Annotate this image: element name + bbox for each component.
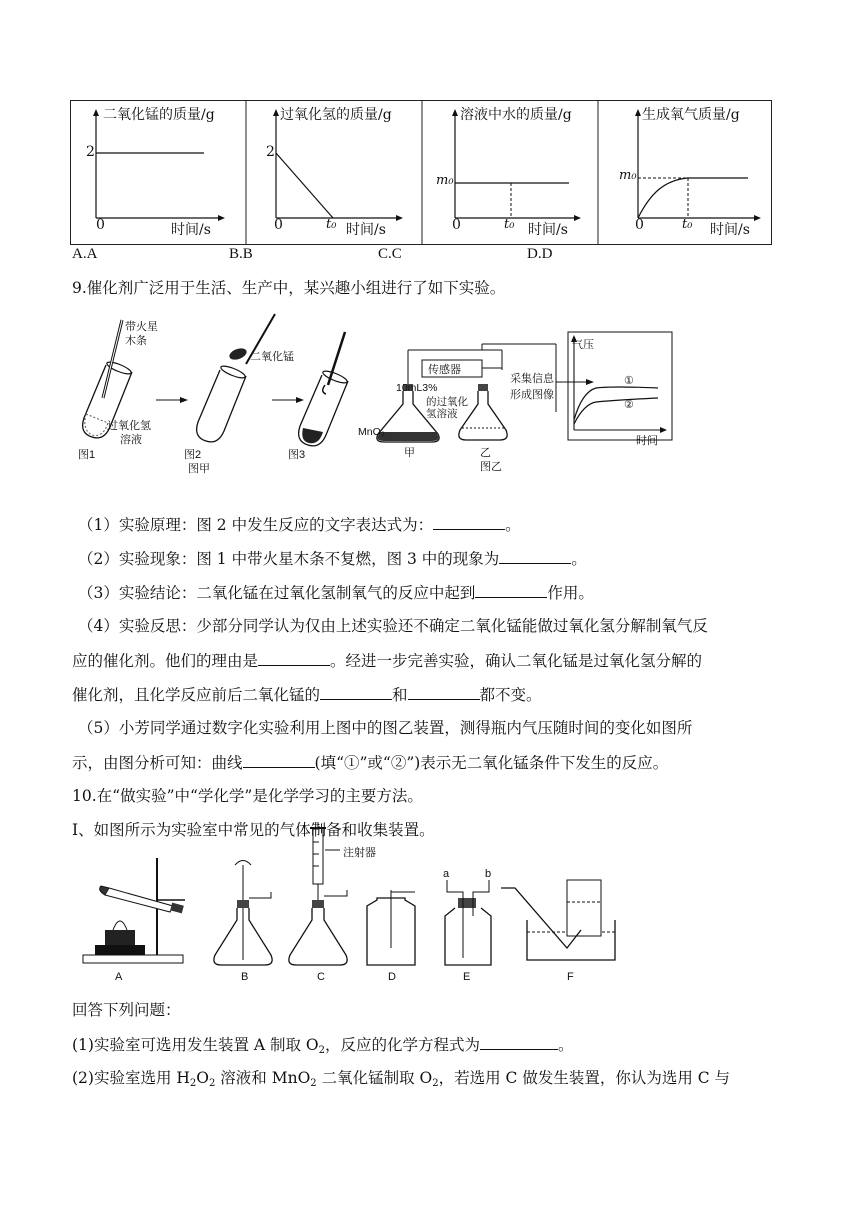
q9-4-text-3: 催化剂，且化学反应前后二氧化锰的 [72, 686, 321, 704]
apparatus-a [83, 858, 185, 963]
q9-line-8 [72, 752, 668, 773]
q9-3-blank[interactable] [475, 582, 547, 598]
graph-mno2-mass [70, 100, 246, 245]
q10-2 [72, 1068, 730, 1088]
q10-2-text-d: 二氧化锰制取 O [316, 1069, 433, 1087]
port-b-label: b [485, 868, 492, 880]
h2o2-decrease-line [276, 153, 333, 218]
label-mno2-reagent: 二氧化锰 [250, 351, 294, 363]
label-splint-1: 带火星 [125, 321, 158, 333]
graph2-ylabel: 过氧化氢的质量/g [280, 107, 392, 123]
graph1-xlabel: 时间/s [171, 222, 211, 238]
q10-1-text-2: ，反应的化学方程式为 [325, 1036, 481, 1054]
q9-4-blank-3[interactable] [408, 684, 480, 700]
curve-1 [574, 387, 658, 420]
apparatus-b [214, 861, 272, 966]
q9-5-end: (填“①”或“②”)表示无二氧化锰条件下发生的反应。 [314, 754, 669, 772]
q10-1 [72, 1034, 574, 1055]
fig2-label: 图2 [184, 449, 202, 461]
q9-1-end: 。 [505, 516, 521, 534]
test-tube-3 [299, 332, 349, 446]
q9-3-text: （3）实验结论：二氧化锰在过氧化氢制氧气的反应中起到 [78, 584, 476, 602]
test-tube-2 [197, 314, 275, 442]
q9-4-text: 应的催化剂。他们的理由是 [72, 652, 259, 670]
curve2-label: ② [624, 399, 634, 411]
graph3-ylabel: 溶液中水的质量/g [460, 107, 572, 123]
graph1-origin: 0 [96, 217, 105, 233]
liquid-label-3: 氢溶液 [426, 408, 458, 420]
q10-2-sub-1: 2 [189, 1078, 197, 1089]
curve1-label: ① [624, 375, 634, 387]
q9-2-blank[interactable] [499, 548, 571, 564]
mno2-label: MnO₂ [358, 426, 385, 438]
q9-line-7: （5）小芳同学通过数字化实验利用上图中的图乙装置，测得瓶内气压随时间的变化如图所 [78, 719, 693, 737]
graph-oxygen-mass [598, 100, 774, 245]
graph2-xlabel: 时间/s [346, 222, 386, 238]
graph1-ylabel: 二氧化锰的质量/g [103, 107, 215, 123]
graph4-ytick: m₀ [619, 168, 637, 183]
apparatus-label-f: F [567, 971, 574, 983]
apparatus-label-b: B [241, 971, 249, 983]
apparatus-c [289, 822, 347, 965]
label-splint-2: 木条 [125, 335, 147, 347]
q9-line-6 [72, 684, 542, 705]
q9-line-3 [78, 582, 594, 603]
q10-1-sub: 2 [318, 1045, 326, 1056]
q9-line-2 [78, 548, 587, 569]
graph2-xtick: t₀ [326, 217, 337, 232]
graph4-ylabel: 生成氧气质量/g [642, 107, 740, 123]
q10-1-text: (1)实验室可选用发生装置 A 制取 O [72, 1036, 319, 1054]
apparatus-label-c: C [317, 971, 325, 983]
label-solution-2: 溶液 [120, 434, 142, 446]
q10-2-sub-4: 2 [432, 1078, 439, 1089]
graph3-ytick: m₀ [436, 173, 454, 188]
figure-jia [70, 310, 370, 475]
curve-2 [574, 398, 658, 424]
option-b[interactable]: B.B [229, 246, 253, 262]
fig-jia-caption: 图甲 [188, 463, 210, 475]
apparatus-e [445, 880, 491, 965]
q9-1-text: （1）实验原理：图 2 中发生反应的文字表达式为： [78, 516, 434, 534]
q9-4-end: 都不变。 [479, 686, 542, 704]
collect-label-1: 采集信息 [510, 373, 554, 385]
apparatus-label-a: A [115, 971, 123, 983]
q10-2-text: (2)实验室选用 H [72, 1069, 190, 1087]
q9-1-blank[interactable] [433, 514, 505, 530]
fig3-label: 图3 [288, 449, 306, 461]
q9-2-text: （2）实验现象：图 1 中带火星木条不复燃，图 3 中的现象为 [78, 550, 500, 568]
option-d[interactable]: D.D [527, 246, 553, 262]
liquid-label-2: 的过氧化 [426, 396, 468, 408]
q9-2-end: 。 [571, 550, 587, 568]
label-solution-1: 过氧化氢 [107, 420, 151, 432]
graph2-origin: 0 [274, 217, 283, 233]
apparatus-label-e: E [463, 971, 471, 983]
figure-yi [356, 322, 676, 482]
answer-intro: 回答下列问题： [72, 1001, 181, 1019]
oxygen-curve [638, 178, 748, 218]
sensor-label: 传感器 [428, 364, 461, 376]
plot-ylabel: 气压 [572, 339, 594, 351]
q10-2-sub-3: 2 [310, 1078, 317, 1089]
option-a[interactable]: A.A [72, 246, 98, 262]
graph-h2o2-mass [246, 100, 422, 245]
graph4-origin: 0 [635, 217, 644, 233]
q9-5-blank[interactable] [243, 752, 315, 768]
apparatus-f [501, 880, 615, 960]
q9-line-4: （4）实验反思：少部分同学认为仅由上述实验还不确定二氧化锰能做过氧化氢分解制氧气反 [78, 617, 708, 635]
q10-2-text-e: ，若选用 C 做发生装置，你认为选用 C 与 [438, 1069, 731, 1087]
q9-4-blank-2[interactable] [320, 684, 392, 700]
graph2-ytick: 2 [266, 144, 275, 160]
graph3-origin: 0 [452, 217, 461, 233]
graph1-ytick: 2 [86, 144, 95, 160]
q9-3-end: 作用。 [547, 584, 594, 602]
q10-stem: 10.在“做实验”中“学化学”是化学学习的主要方法。 [72, 787, 423, 805]
graph4-xtick: t₀ [682, 217, 693, 232]
q10-part1: Ⅰ、如图所示为实验室中常见的气体制备和收集装置。 [72, 821, 435, 839]
q9-4-text-2: 。经进一步完善实验，确认二氧化锰是过氧化氢分解的 [330, 652, 703, 670]
q9-4-blank-1[interactable] [258, 650, 330, 666]
graph4-xlabel: 时间/s [710, 222, 750, 238]
flask-yi-label: 乙 [480, 447, 491, 459]
q10-1-end: 。 [558, 1036, 574, 1054]
q10-2-sub-2: 2 [209, 1078, 216, 1089]
collect-label-2: 形成图像 [510, 389, 554, 401]
flask-jia-label: 甲 [404, 447, 415, 459]
graph3-xtick: t₀ [504, 217, 515, 232]
fig1-label: 图1 [78, 449, 96, 461]
apparatus-label-d: D [388, 971, 396, 983]
q10-2-text-c: 溶液和 MnO [215, 1069, 311, 1087]
graph-water-mass [422, 100, 598, 245]
q9-5-text: 示，由图分析可知：曲线 [72, 754, 243, 772]
liquid-label-1: 10mL3% [396, 382, 438, 394]
q9-line-5 [72, 650, 702, 671]
q9-stem: 9.催化剂广泛用于生活、生产中，某兴趣小组进行了如下实验。 [72, 279, 506, 297]
fig-yi-caption: 图乙 [480, 461, 502, 473]
q9-4-and: 和 [392, 686, 408, 704]
flask-yi [459, 384, 507, 440]
syringe-label: 注射器 [343, 847, 376, 859]
option-c[interactable]: C.C [378, 246, 402, 262]
q10-2-text-b: O [196, 1069, 209, 1087]
graph3-xlabel: 时间/s [528, 222, 568, 238]
q9-line-1 [78, 514, 521, 535]
apparatus-d [367, 890, 415, 965]
port-a-label: a [443, 868, 450, 880]
apparatus-figure [75, 820, 635, 990]
q10-1-blank[interactable] [480, 1034, 558, 1050]
plot-xlabel: 时间 [636, 435, 658, 447]
